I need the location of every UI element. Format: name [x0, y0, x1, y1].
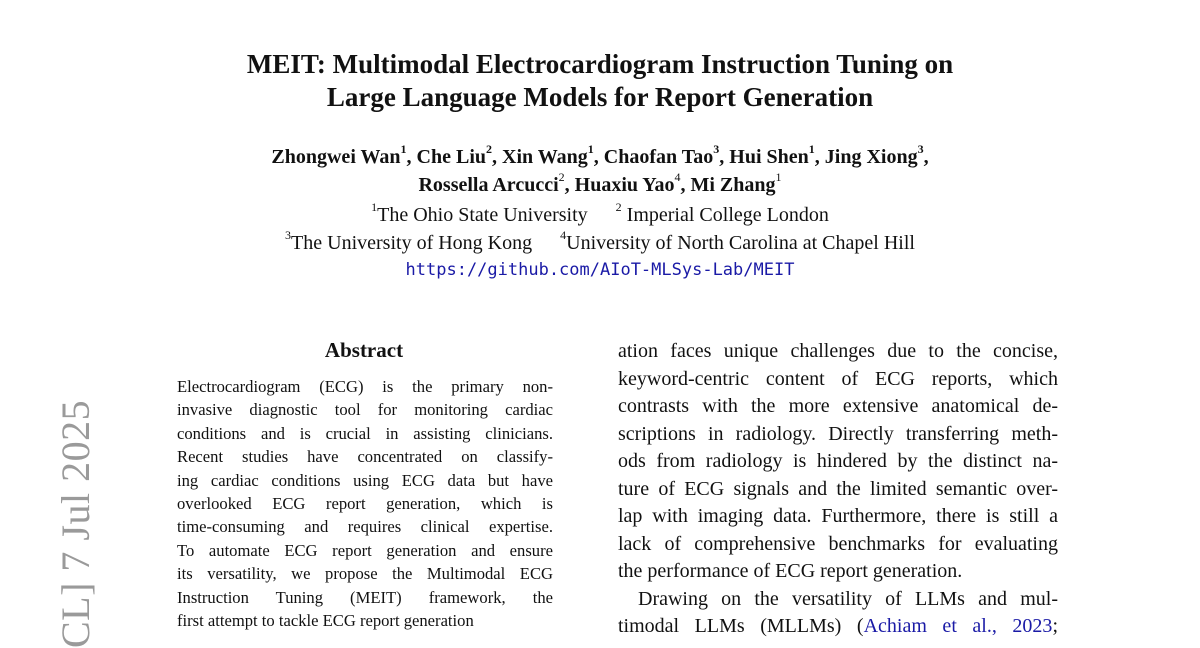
affiliation-marker: 1 — [371, 200, 378, 215]
author-name: Zhongwei Wan — [271, 146, 401, 168]
author-affiliation-marker: 2 — [486, 142, 492, 157]
body-line: ation faces unique challenges due to the concise, — [618, 340, 1058, 362]
author-name: Xin Wang — [502, 146, 588, 168]
body-line: contrasts with the more extensive anatomical de- — [618, 395, 1058, 417]
body-line: ods from radiology is hindered by the distinct na- — [618, 450, 1058, 472]
body-column-right — [618, 338, 1058, 641]
title-line-2: Large Language Models for Report Generation — [326, 82, 874, 112]
paper-title — [0, 48, 1200, 114]
body-text: ; — [1052, 615, 1058, 637]
author-name: Mi Zhang — [690, 174, 776, 196]
author-affiliation-marker: 3 — [713, 142, 720, 157]
abstract-line: Electrocardiogram (ECG) is the primary non- — [177, 377, 553, 396]
affiliation-marker: 3 — [285, 228, 292, 243]
title-line-1: MEIT: Multimodal Electrocardiogram Instruction Tuning on — [246, 49, 954, 79]
affiliation-marker: 4 — [560, 228, 567, 243]
affiliation-line-2 — [0, 229, 1200, 257]
affiliation: The Ohio State University — [377, 204, 588, 226]
author-affiliation-marker: 4 — [674, 170, 681, 185]
abstract-line: Instruction Tuning (MEIT) framework, the — [177, 587, 553, 607]
author-name: Huaxiu Yao — [574, 174, 675, 196]
abstract-line: first attempt to tackle ECG report generation — [177, 611, 474, 631]
abstract-line: Recent studies have concentrated on classify- — [177, 447, 553, 467]
body-line: ture of ECG signals and the limited semantic over- — [618, 477, 1058, 500]
author-line-1: Zhongwei Wan$^1$, Che Liu$^2$, Xin Wang$^1$, Chaofan Tao$^3$, Hui Shen$^1$, Jing Xiong$^3$, — [271, 142, 929, 168]
affiliation: University of North Carolina at Chapel Hill — [566, 232, 915, 254]
affiliation-marker: 2 — [615, 200, 622, 215]
abstract-heading: Abstract — [324, 338, 404, 362]
body-line: lack of comprehensive benchmarks for evaluating — [618, 532, 1058, 555]
author-name: Jing Xiong — [824, 146, 918, 168]
abstract-line: conditions and is crucial in assisting clinicians. — [177, 423, 553, 443]
body-text: timodal LLMs (MLLMs) ( — [618, 615, 864, 637]
abstract-line: invasive diagnostic tool for monitoring cardiac — [177, 400, 553, 420]
author-affiliation-marker: 3 — [917, 142, 924, 157]
abstract-line: To automate ECG report generation and ensure — [177, 540, 553, 560]
abstract-line: overlooked ECG report generation, which is — [177, 494, 553, 514]
abstract-line: ing cardiac conditions using ECG data but have — [177, 470, 553, 490]
author-affiliation-marker: 1 — [587, 142, 594, 157]
abstract-line: its versatility, we propose the Multimodal ECG — [177, 564, 553, 584]
author-list — [0, 143, 1200, 199]
author-name: Che Liu — [416, 146, 486, 168]
author-affiliation-marker: 1 — [400, 142, 407, 157]
author-name: Chaofan Tao — [603, 146, 714, 168]
repo-link[interactable]: https://github.com/AIoT-MLSys-Lab/MEIT — [405, 260, 795, 280]
author-affiliation-marker: 2 — [558, 170, 565, 185]
author-name: Hui Shen — [729, 146, 809, 168]
body-line: Drawing on the versatility of LLMs and mul- — [638, 587, 1058, 610]
citation-link[interactable]: Achiam et al., 2023 — [863, 615, 1053, 637]
body-line-with-citation — [618, 613, 1058, 641]
affiliation: Imperial College London — [626, 204, 829, 226]
body-line: lap with imaging data. Furthermore, there is still a — [618, 505, 1058, 527]
abstract-body — [177, 375, 553, 632]
author-affiliation-marker: 1 — [808, 142, 815, 157]
affiliation-line-1 — [0, 201, 1200, 229]
body-line: scriptions in radiology. Directly transferring meth- — [618, 422, 1058, 445]
author-line-2: Rossella Arcucci$^2$, Huaxiu Yao$^4$, Mi Zhang$^1$ — [418, 170, 782, 196]
arxiv-stamp: CL] 7 Jul 2025 — [53, 399, 98, 648]
author-name: Rossella Arcucci — [418, 174, 559, 196]
affiliation: The University of Hong Kong — [291, 232, 533, 254]
body-line: keyword-centric content of ECG reports, which — [618, 367, 1058, 390]
abstract-line: time-consuming and requires clinical expertise. — [177, 517, 553, 537]
body-line: the performance of ECG report generation. — [618, 560, 963, 582]
author-affiliation-marker: 1 — [775, 170, 782, 185]
